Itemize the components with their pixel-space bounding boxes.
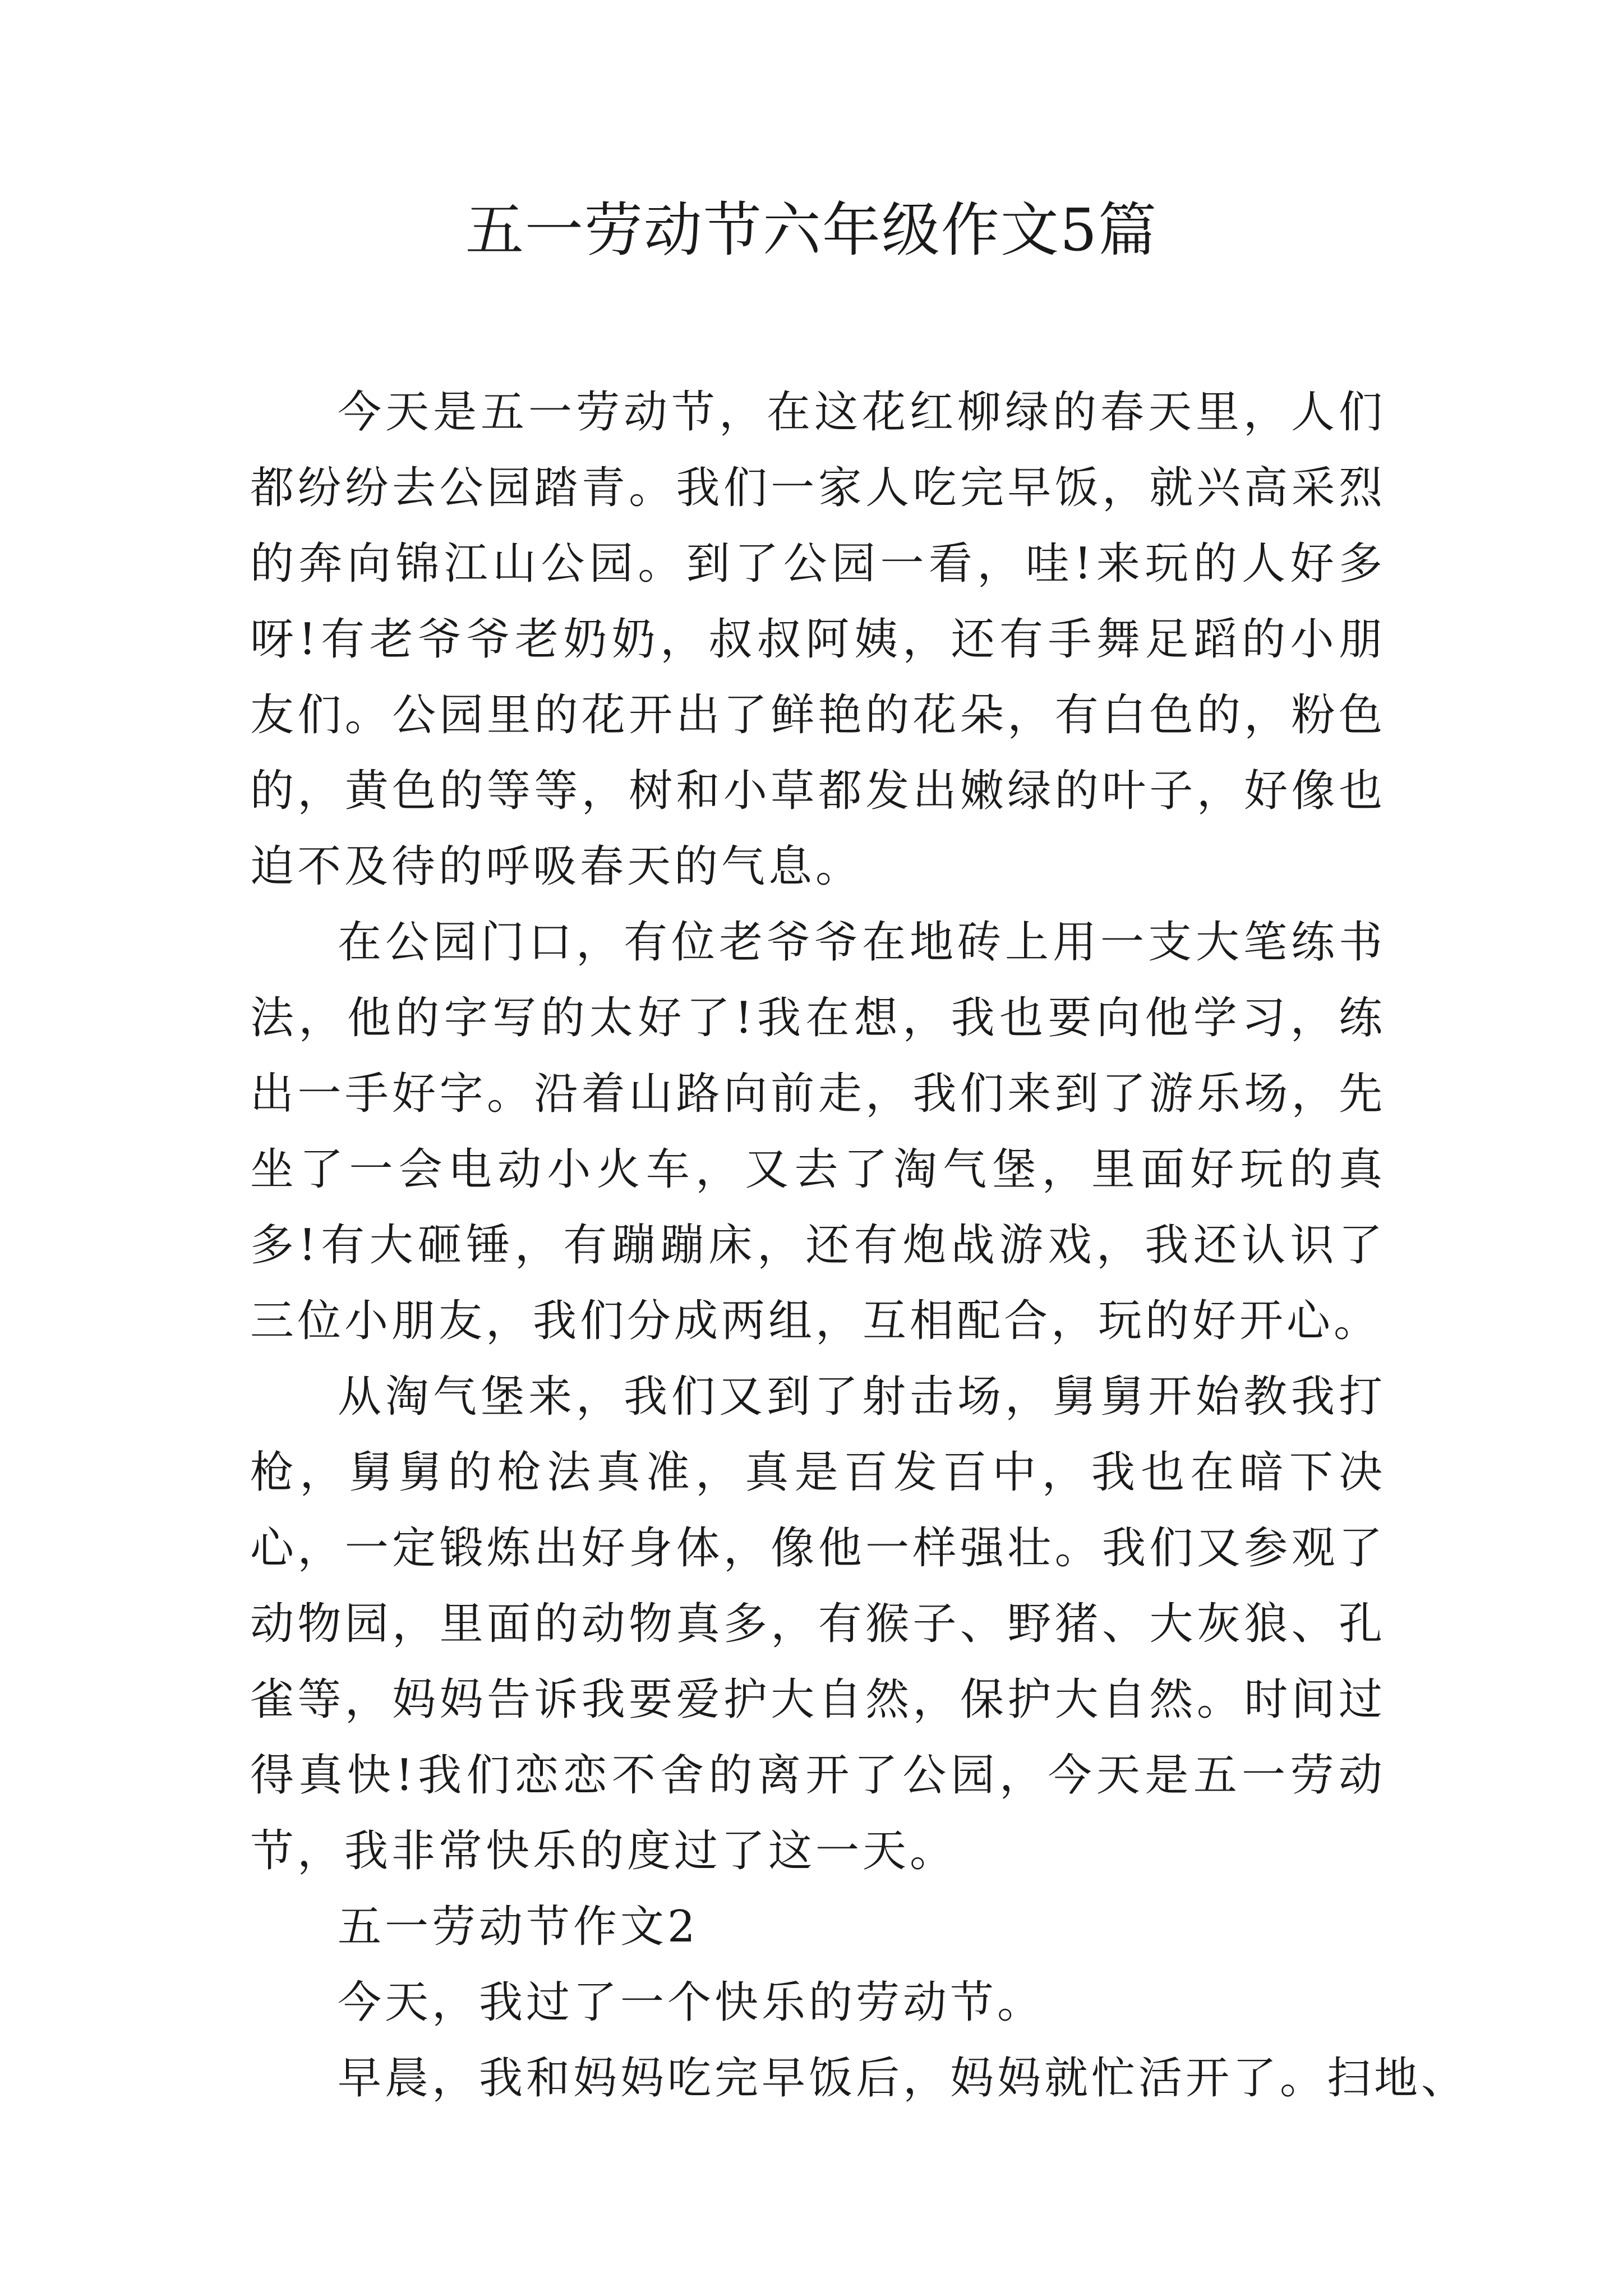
- document-title: 五一劳动节六年级作文5篇: [465, 196, 1158, 264]
- paragraph-1: 今天是五一劳动节，在这花红柳绿的春天里，人们都纷纷去公园踏青。我们一家人吃完早饭，就兴高采烈的奔向锦江山公园。到了公园一看，哇!来玩的人好多呀!有老爷爷老奶奶，叔叔阿姨，还有手舞足蹈的小朋友们。公园里的花开出了鲜艳的花朵，有白色的，粉色的，黄色的等等，树和小草都发出嫩绿的叶子，好像也迫不及待的呼吸春天的气息。: [250, 387, 1386, 892]
- essay-2-line-1: 今天，我过了一个快乐的劳动节。: [338, 1977, 1045, 2028]
- paragraph-2: 在公园门口，有位老爷爷在地砖上用一支大笔练书法，他的字写的太好了!我在想，我也要向他学习，练出一手好字。沿着山路向前走，我们来到了游乐场，先坐了一会电动小火车，又去了淘气堡，里面好玩的真多!有大砸锤，有蹦蹦床，还有炮战游戏，我还认识了三位小朋友，我们分成两组，互相配合，玩的好开心。: [250, 917, 1386, 1346]
- document-body: [250, 375, 1469, 2116]
- paragraph-3: 从淘气堡来，我们又到了射击场，舅舅开始教我打枪，舅舅的枪法真准，真是百发百中，我也在暗下决心，一定锻炼出好身体，像他一样强壮。我们又参观了动物园，里面的动物真多，有猴子、野猪、大灰狼、孔雀等，妈妈告诉我要爱护大自然，保护大自然。时间过得真快!我们恋恋不舍的离开了公园，今天是五一劳动节，我非常快乐的度过了这一天。: [250, 1372, 1386, 1876]
- essay-2-line-2: 早晨，我和妈妈吃完早饭后，妈妈就忙活开了。扫地、: [338, 2053, 1469, 2104]
- essay-2-heading: 五一劳动节作文2: [338, 1902, 699, 1952]
